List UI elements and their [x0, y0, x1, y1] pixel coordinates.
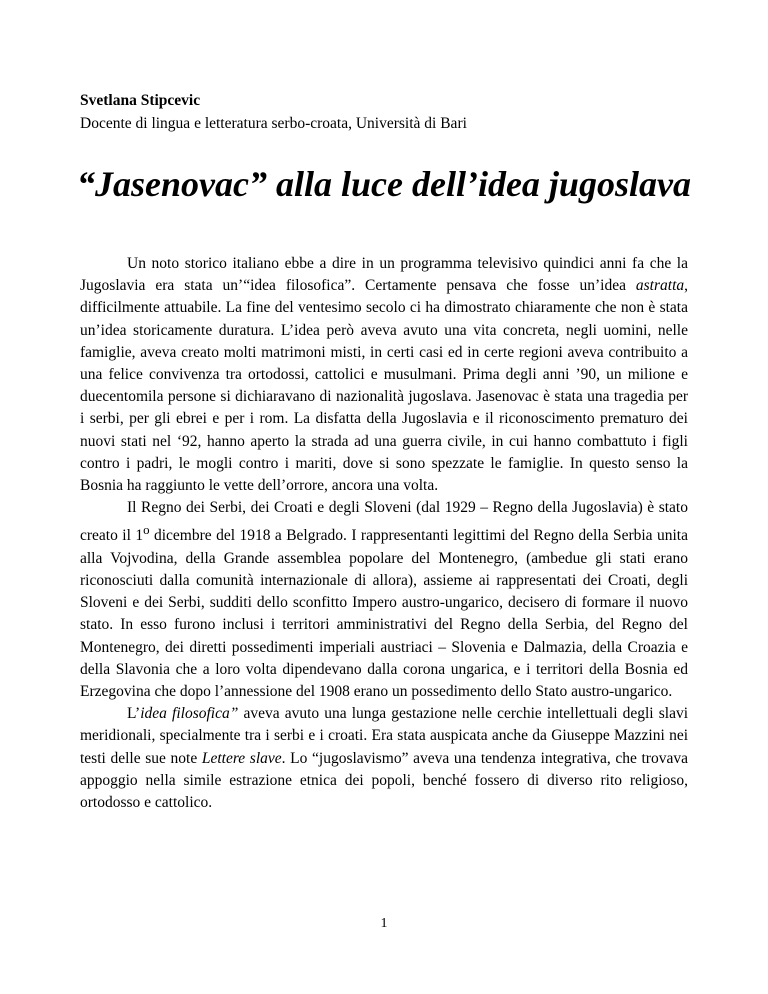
italic-run: Lettere slave [201, 749, 282, 767]
italic-run: idea filosofica” [140, 705, 239, 723]
paragraph-3 [80, 703, 688, 814]
text-run: Il Regno dei Serbi, dei Croati e degli Sloveni (dal 1929 – Regno della Jugoslavia) è stato creato il 1 [80, 499, 688, 545]
text-run: Un noto storico italiano ebbe a dire in un programma televisivo quindici anni fa che la Jugoslavia era stata un’“idea filosofica”. Certamente pensava che fosse un’idea [80, 255, 688, 295]
page-number: 1 [380, 916, 388, 931]
italic-run: astratta [635, 277, 685, 295]
superscript-run: o [143, 522, 150, 538]
text-run: L’ [127, 705, 141, 723]
text-run: dicembre del 1918 a Belgrado. I rappresentanti legittimi del Regno della Serbia unita alla Vojvodina, della Grande assemblea popolare del Montenegro, (ambedue gli stati erano riconosciuti dalla comunità internazionale di allora), assieme ai rappresentati dei Croati, degli Sloveni e dei Serbi, sudditi dello sconfitto Impero austro-ungarico, decisero di formare il nuovo stato. In esso furono inclusi i territori amministrativi del Regno della Serbia, del Regno del Montenegro, dei diretti possedimenti imperiali austriaci – Slovenia e Dalmazia, della Croazia e della Slavonia che a loro volta dipendevano dalla corona ungarica, e i territori della Bosnia ed Erzegovina che dopo l’annessione del 1908 erano un possedimento dello Stato austro-ungarico. [80, 527, 688, 701]
author-affiliation: Docente di lingua e letteratura serbo-croata, Università di Bari [80, 115, 467, 132]
paragraph-2 [80, 497, 688, 703]
body-text [80, 253, 688, 814]
text-run: , difficilmente attuabile. La fine del ventesimo secolo ci ha dimostrato chiaramente che non è stata un’idea storicamente duratura. L’idea però aveva avuto una vita concreta, negli uomini, nelle famiglie, aveva creato molti matrimoni misti, in certi casi ed in certe regioni aveva contribuito a una felice convivenza tra ortodossi, cattolici e musulmani. Prima degli anni ’90, un milione e duecentomila persone si dichiaravano di nazionalità jugoslava. Jasenovac è stata una tragedia per i serbi, per gli ebrei e per i rom. La disfatta della Jugoslavia e il riconoscimento prematuro dei nuovi stati nel ‘92, hanno aperto la strada ad una guerra civile, in cui hanno combattuto i figli contro i padri, le mogli contro i mariti, dove si sono spezzate le famiglie. In questo senso la Bosnia ha raggiunto le vette dell’orrore, ancora una volta. [80, 277, 688, 495]
text-run: . Lo “jugoslavismo” aveva una tendenza integrativa, che trovava appoggio nella simile estrazione etnica dei popoli, benché fossero di diverso rito religioso, ortodosso e cattolico. [80, 749, 688, 812]
paragraph-1 [80, 253, 688, 497]
text-run: aveva avuto una lunga gestazione nelle cerchie intellettuali degli slavi meridionali, specialmente tra i serbi e i croati. Era stata auspicata anche da Giuseppe Mazzini nei testi delle sue note [80, 705, 688, 767]
document-title: “Jasenovac” alla luce dell’idea jugoslava [77, 164, 691, 204]
author-name: Svetlana Stipcevic [80, 92, 201, 109]
